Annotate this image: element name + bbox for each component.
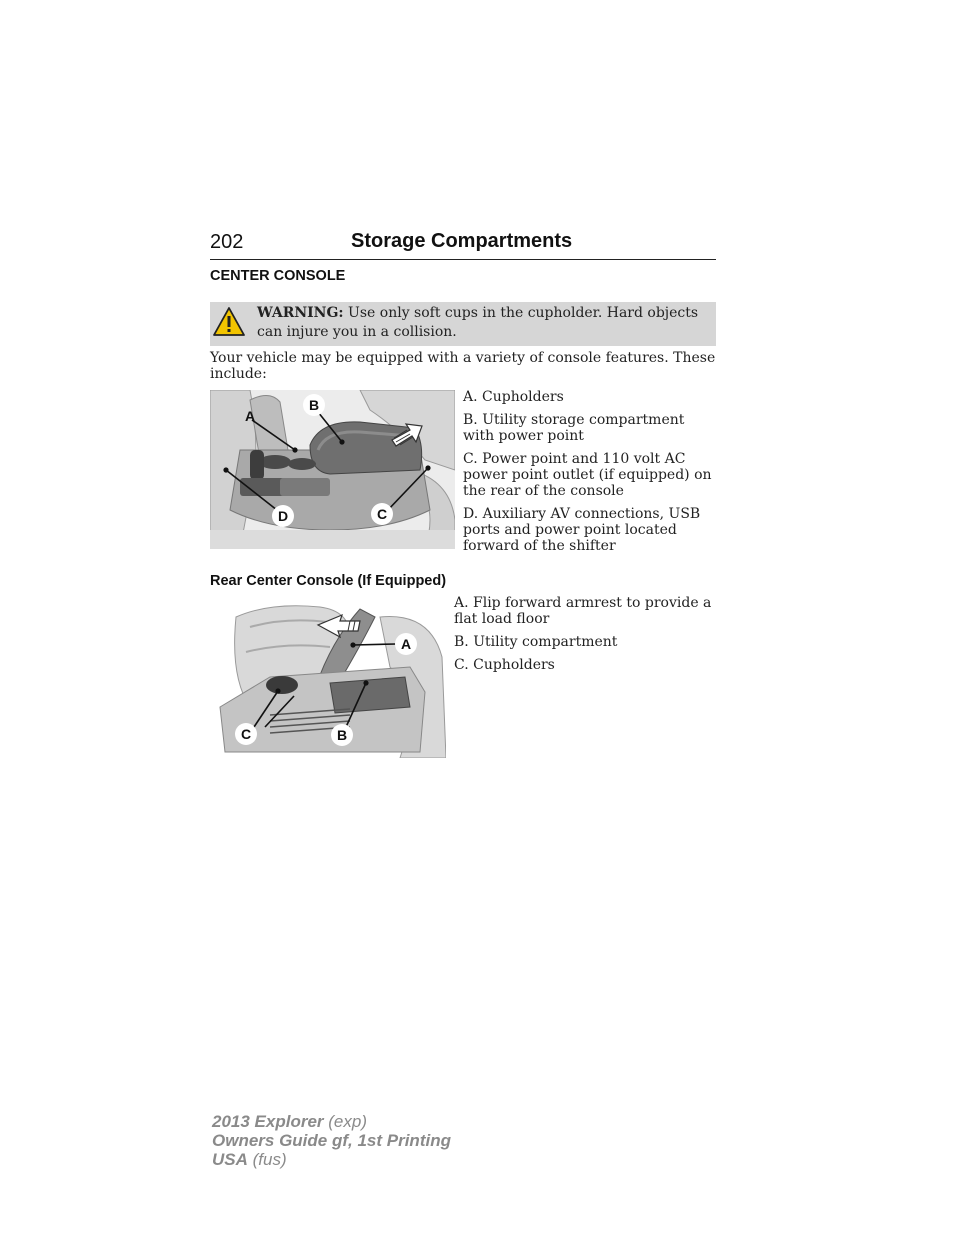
page-footer	[212, 1112, 451, 1169]
warning-triangle-icon	[212, 306, 246, 338]
rear-callout-c-label: C	[240, 726, 252, 742]
rear-console-legend	[454, 595, 716, 680]
rear-legend-item-b: B. Utility compartment	[454, 634, 618, 650]
page-header	[210, 229, 716, 260]
section-heading: CENTER CONSOLE	[210, 268, 346, 284]
warning-text	[257, 304, 707, 342]
legend-item-a: A. Cupholders	[463, 389, 564, 405]
legend-item-c: C. Power point and 110 volt AC power point outlet (if equipped) on the rear of the console	[463, 451, 712, 499]
footer-market-line	[212, 1150, 451, 1169]
callout-d-label: D	[277, 508, 289, 524]
footer-guide-line	[212, 1131, 451, 1150]
intro-paragraph: Your vehicle may be equipped with a variety of console features. These include:	[210, 350, 716, 382]
center-console-illustration	[210, 390, 455, 549]
page-title: Storage Compartments	[351, 230, 573, 252]
footer-guide: Owners Guide gf, 1st Printing	[212, 1131, 451, 1150]
footer-model-code: (exp)	[328, 1112, 367, 1131]
callout-b-label: B	[308, 397, 320, 413]
callout-c	[371, 503, 393, 525]
rear-legend-item-a: A. Flip forward armrest to provide a flat load floor	[454, 595, 712, 627]
callout-a	[245, 408, 255, 424]
footer-market-code: (fus)	[252, 1150, 287, 1169]
rear-callout-c	[235, 723, 257, 745]
callout-d	[272, 505, 294, 527]
callout-c-label: C	[376, 506, 388, 522]
rear-callout-b	[331, 724, 353, 746]
warning-box	[210, 302, 716, 346]
warning-label: WARNING:	[257, 305, 344, 321]
warning-body: Use only soft cups in the cupholder. Hard objects can injure you in a collision.	[257, 305, 699, 340]
rear-console-illustration	[210, 597, 446, 758]
page-number: 202	[210, 231, 244, 253]
footer-model-line	[212, 1112, 451, 1131]
rear-callout-b-label: B	[336, 727, 348, 743]
callout-a-label: A	[245, 408, 256, 424]
legend-item-b: B. Utility storage compartment with power point	[463, 412, 685, 444]
footer-model: 2013 Explorer	[212, 1112, 324, 1131]
callout-b	[303, 394, 325, 416]
center-console-legend	[463, 389, 715, 561]
rear-console-heading: Rear Center Console (If Equipped)	[210, 573, 447, 589]
rear-legend-item-c: C. Cupholders	[454, 657, 555, 673]
rear-callout-a-label: A	[400, 636, 412, 652]
footer-market: USA	[212, 1150, 248, 1169]
legend-item-d: D. Auxiliary AV connections, USB ports and power point located forward of the shifter	[463, 506, 701, 554]
rear-callout-a	[395, 633, 417, 655]
